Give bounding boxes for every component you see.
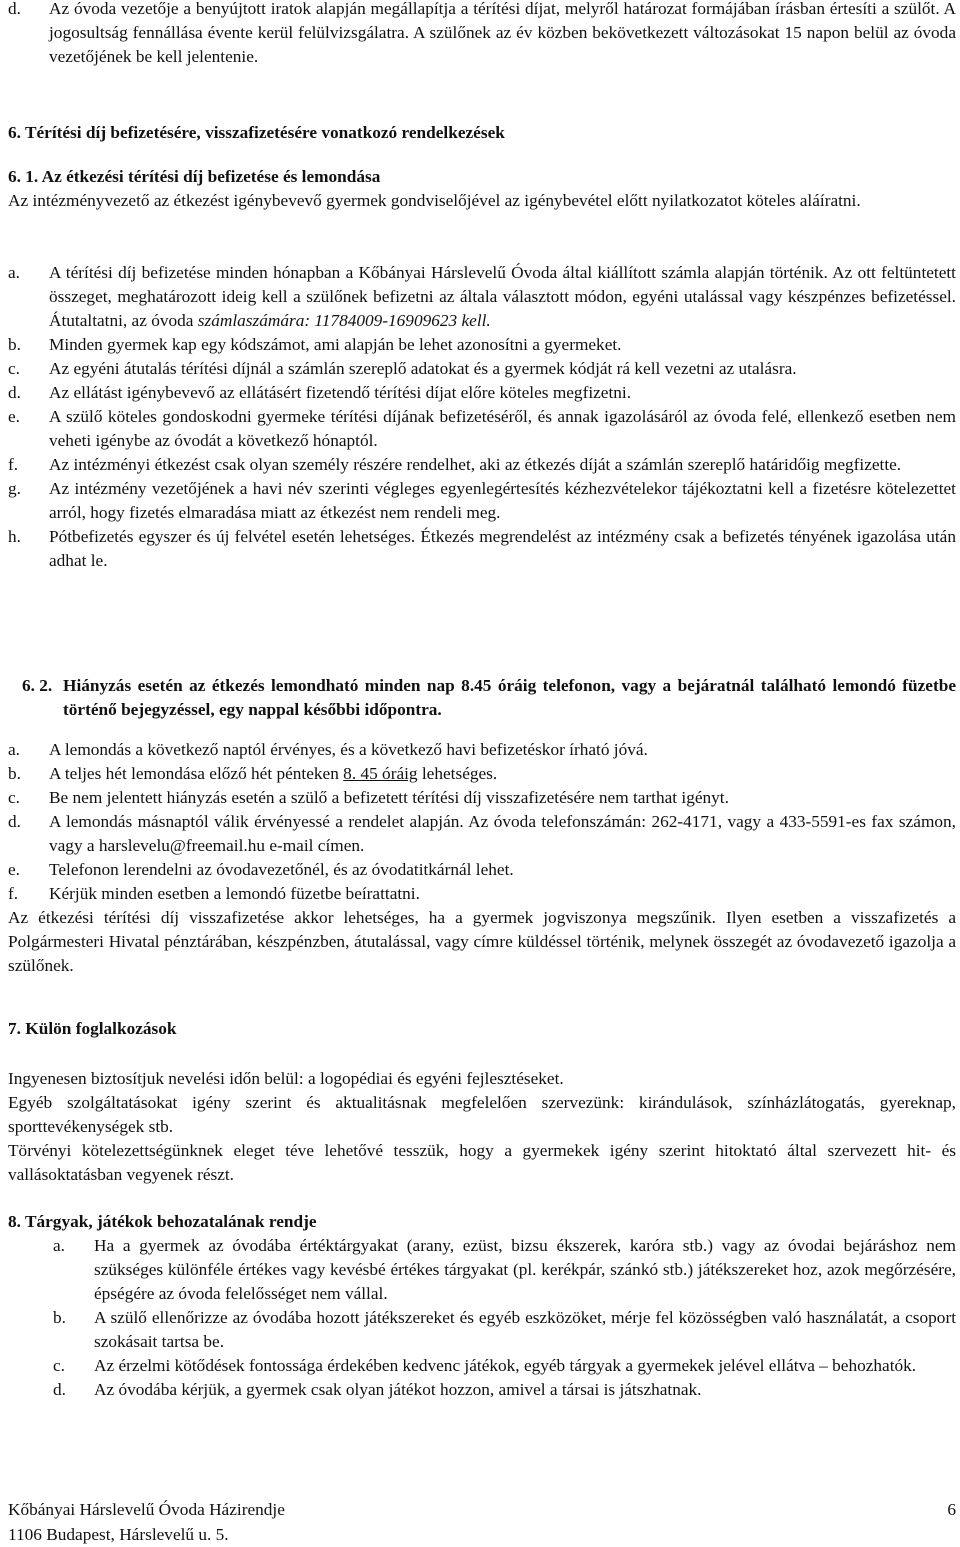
list-text: A lemondás a következő naptól érvényes, és a következő havi befizetéskor írható jóvá. [49, 740, 648, 759]
list-label: f. [8, 884, 19, 903]
list-text: Telefonon lerendelni az óvodavezetőnél, és az óvodatitkárnál lehet. [49, 860, 514, 879]
list-item [8, 333, 956, 357]
section-6-2-list [8, 738, 956, 906]
section-7-paragraph-1: Ingyenesen biztosítjuk nevelési időn belül: a logopédiai és egyéni fejlesztéseket. [8, 1069, 564, 1088]
list-item [8, 261, 956, 333]
list-label: g. [8, 479, 21, 498]
list-item [8, 858, 956, 882]
list-item [8, 738, 956, 762]
list-label: d. [8, 812, 21, 831]
list-label: a. [8, 263, 20, 282]
section-7-paragraph-2: Egyéb szolgáltatásokat igény szerint és aktualitásnak megfelelően szervezünk: kirándulások, színházlátogatás, gyereknap, sporttevékenységek stb. [8, 1093, 956, 1136]
deadline-time: 8. 45 óráig [343, 764, 418, 783]
list-item [53, 1306, 956, 1354]
list-label: f. [8, 455, 19, 474]
list-item [8, 405, 956, 453]
list-text: Az érzelmi kötődések fontossága érdekében kedvenc játékok, egyéb tárgyak a gyermekek jelével ellátva – behozhatók. [94, 1356, 917, 1375]
list-text: Az óvoda vezetője a benyújtott iratok alapján megállapítja a térítési díjat, melyről határozat formájában írásban értesíti a szülőt. A jogosultság fennállása évente kerül felülvizsgálatra. A szülőnek az év közben bekövetkezett változásokat 15 napon belül az óvoda vezetőjének be kell jelentenie. [49, 0, 956, 66]
list-label: d. [8, 0, 21, 18]
list-label: e. [8, 860, 20, 879]
list-text: A szülő köteles gondoskodni gyermeke térítési díjának befizetéséről, és annak igazolásáról az óvoda felé, ellenkező esetben nem veheti igénybe az óvodát a következő hónaptól. [49, 407, 956, 450]
section-6-1-intro: Az intézményvezető az étkezést igénybevevő gyermek gondviselőjével az igénybevétel előtt nyilatkozatot köteles aláíratni. [8, 191, 861, 210]
footer-address: 1106 Budapest, Hárslevelű u. 5. [8, 1525, 229, 1544]
list-item [8, 453, 956, 477]
section-8-heading: 8. Tárgyak, játékok behozatalának rendje [8, 1212, 317, 1231]
list-label: c. [8, 788, 20, 807]
footer-title: Kőbányai Hárslevelű Óvoda Házirendje [8, 1500, 285, 1519]
refund-paragraph: Az étkezési térítési díj visszafizetése akkor lehetséges, ha a gyermek jogviszonya megszűnik. Ilyen esetben a visszafizetés a Polgármesteri Hivatal pénztárában, készpénzben, átutalással, vagy címre küldéssel történik, melynek összegét az óvodavezető igazolja a szülőnek. [8, 908, 956, 975]
list-item [53, 1354, 956, 1378]
list-text: A lemondás másnaptól válik érvényessé a rendelet alapján. Az óvoda telefonszámán: 262-4171, vagy a 433-5591-es fax számon, vagy a harslevelu@freemail.hu e-mail címen. [49, 812, 956, 855]
list-label: b. [53, 1308, 66, 1327]
list-item [8, 882, 956, 906]
footer-row [8, 1497, 956, 1522]
page-footer [8, 1497, 956, 1547]
section-6-1-heading: 6. 1. Az étkezési térítési díj befizetése és lemondása [8, 167, 381, 186]
list-item [8, 525, 956, 573]
page-number: 6 [947, 1500, 956, 1519]
list-item [53, 1234, 956, 1306]
list-label: d. [53, 1380, 66, 1399]
list-text: Be nem jelentett hiányzás esetén a szülő a befizetett térítési díj visszafizetésére nem tarthat igényt. [49, 788, 729, 807]
section-7-heading: 7. Külön foglalkozások [8, 1019, 177, 1038]
list-text: Az egyéni átutalás térítési díjnál a számlán szereplő adatokat és a gyermek kódját rá kell vezetni az utalásra. [49, 359, 797, 378]
list-text: Ha a gyermek az óvodába értéktárgyakat (arany, ezüst, bizsu ékszerek, karóra stb.) vagy az óvodai bejáráshoz nem szükséges különféle értékes vagy kevésbé értékes tárgyakat (pl. kerékpár, szánkó stb.) játékszereket hoz, azok megőrzésére, épségére az óvoda felelősséget nem vállal. [94, 1236, 956, 1303]
list-text: Az intézmény vezetőjének a havi név szerinti végleges egyenlegértesítés kézhezvételekor tájékoztatni kell a fizetésre kötelezettet arról, hogy fizetés elmaradása miatt az étkezést nem rendeli meg. [49, 479, 956, 522]
list-label: h. [8, 527, 21, 546]
section-7-paragraph-3: Törvényi kötelezettségünknek eleget téve lehetővé tesszük, hogy a gyermekek igény szerint hitoktató által szervezett hit- és vallásoktatásban vegyenek részt. [8, 1141, 956, 1184]
list-item [8, 357, 956, 381]
list-item [8, 381, 956, 405]
list-label: b. [8, 764, 21, 783]
section-6-heading: 6. Térítési díj befizetésére, visszafizetésére vonatkozó rendelkezések [8, 123, 505, 142]
list-text: Az ellátást igénybevevő az ellátásért fizetendő térítési díjat előre köteles megfizetni. [49, 383, 632, 402]
intro-list-item [8, 0, 956, 69]
list-text: Minden gyermek kap egy kódszámot, ami alapján be lehet azonosítni a gyermeket. [49, 335, 622, 354]
list-label: a. [8, 740, 20, 759]
list-text: Kérjük minden esetben a lemondó füzetbe beírattatni. [49, 884, 420, 903]
section-8-list [53, 1234, 956, 1402]
list-item [53, 1378, 956, 1402]
account-number: számlaszámára: 11784009-16909623 kell. [197, 311, 491, 330]
list-item [8, 477, 956, 525]
list-label: b. [8, 335, 21, 354]
list-label: c. [8, 359, 20, 378]
list-label: a. [53, 1236, 65, 1255]
list-text: Az intézményi étkezést csak olyan személy részére rendelhet, aki az étkezés díját a számlán szereplő határidőig megfizette. [49, 455, 902, 474]
section-6-2-heading [22, 674, 956, 722]
list-text: A teljes hét lemondása előző hét pénteken 8. 45 óráig lehetséges. [49, 764, 498, 783]
list-text: Az óvodába kérjük, a gyermek csak olyan játékot hozzon, amivel a társai is játszhatnak. [94, 1380, 702, 1399]
list-text: A szülő ellenőrizze az óvodába hozott játékszereket és egyéb eszközöket, mérje fel közösségben való használatát, a csoport szokásait tartsa be. [94, 1308, 956, 1351]
list-text: A térítési díj befizetése minden hónapban a Kőbányai Hárslevelű Óvoda által kiállított számla alapján történik. Az ott feltüntetett összeget, meghatározott ideig kell a szülőnek befizetni az általa választott módon, egyéni utalással vagy készpénzes befizetéssel. Átutaltatni, az óvoda számlaszámára: 11784009-16909623 kell. [49, 263, 956, 330]
list-item [8, 786, 956, 810]
list-item [8, 810, 956, 858]
list-label: d. [8, 383, 21, 402]
list-label: e. [8, 407, 20, 426]
list-label: c. [53, 1356, 65, 1375]
list-text: Pótbefizetés egyszer és új felvétel esetén lehetséges. Étkezés megrendelést az intézmény csak a befizetés tényének igazolása után adhat le. [49, 527, 956, 570]
section-6-1-list [8, 261, 956, 573]
section-title: Hiányzás esetén az étkezés lemondható minden nap 8.45 óráig telefonon, vagy a bejáratnál található lemondó füzetbe történő bejegyzéssel, egy nappal későbbi időpontra. [63, 676, 956, 719]
section-number: 6. 2. [22, 676, 53, 695]
list-item [8, 762, 956, 786]
